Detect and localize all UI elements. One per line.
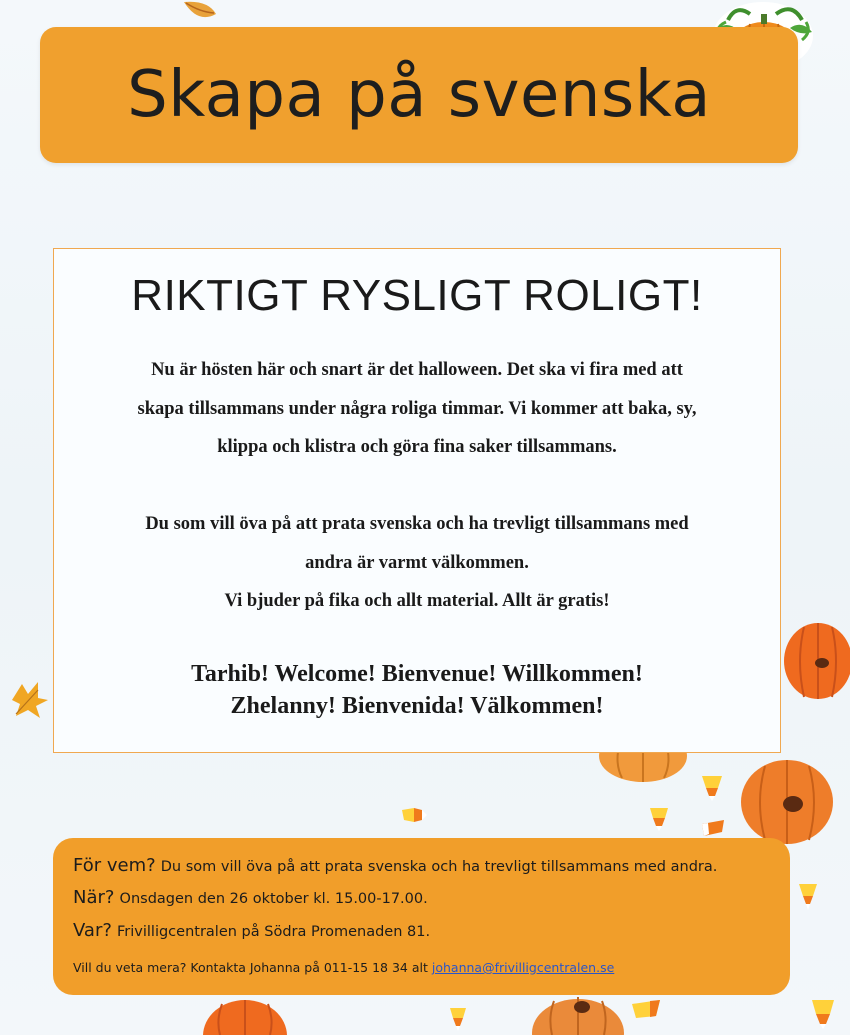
headline: RIKTIGT RYSLIGT ROLIGT! (131, 271, 703, 320)
intro-line: klippa och klistra och göra fina saker tillsammans. (217, 437, 617, 457)
for-whom-value: Du som vill öva på att prata svenska och ha trevligt tillsammans med andra. (160, 859, 718, 875)
when-label: När? (73, 887, 115, 908)
intro-paragraph (74, 351, 760, 467)
candy-corn-icon (700, 818, 726, 838)
contact-row (73, 960, 614, 975)
intro-line: Nu är hösten här och snart är det halloween. Det ska vi fira med att (151, 360, 683, 380)
title-banner (40, 27, 798, 163)
candy-corn-icon (400, 806, 428, 826)
pumpkin-icon (200, 996, 290, 1035)
invitation-line: Du som vill öva på att prata svenska och ha trevligt tillsammans med (145, 514, 689, 534)
candy-corn-icon (795, 882, 821, 912)
content-box (53, 248, 781, 753)
invitation-line: andra är varmt välkommen. (305, 552, 529, 573)
candy-corn-icon (700, 774, 724, 802)
leaf-icon (180, 0, 220, 22)
welcome-greetings (74, 658, 760, 722)
pumpkin-icon (598, 752, 688, 784)
pumpkin-icon (735, 752, 835, 848)
leaf-icon (8, 680, 50, 720)
for-whom-row (73, 855, 717, 876)
email-link[interactable]: johanna@frivilligcentralen.se (431, 960, 615, 975)
pumpkin-icon (528, 995, 628, 1035)
where-value: Frivilligcentralen på Södra Promenaden 81. (117, 924, 431, 940)
candy-corn-icon (808, 998, 838, 1030)
info-box (53, 838, 790, 995)
contact-text: Vill du veta mera? Kontakta Johanna på 011-15 18 34 alt (73, 960, 428, 975)
page-title: Skapa på svenska (127, 58, 711, 132)
invitation-paragraph (74, 505, 760, 621)
when-row (73, 887, 428, 908)
where-label: Var? (73, 920, 112, 941)
invitation-line: Vi bjuder på fika och allt material. Allt är gratis! (224, 591, 610, 611)
welcome-line: Tarhib! Welcome! Bienvenue! Willkommen! (191, 661, 643, 687)
candy-corn-icon (648, 806, 670, 832)
for-whom-label: För vem? (73, 855, 156, 876)
when-value: Onsdagen den 26 oktober kl. 15.00-17.00. (119, 891, 428, 907)
pumpkin-icon (780, 615, 850, 705)
candy-corn-icon (630, 998, 664, 1022)
candy-corn-icon (448, 1006, 468, 1032)
welcome-line: Zhelanny! Bienvenida! Välkommen! (230, 693, 604, 719)
where-row (73, 920, 430, 941)
intro-line: skapa tillsammans under några roliga timmar. Vi kommer att baka, sy, (137, 398, 697, 419)
